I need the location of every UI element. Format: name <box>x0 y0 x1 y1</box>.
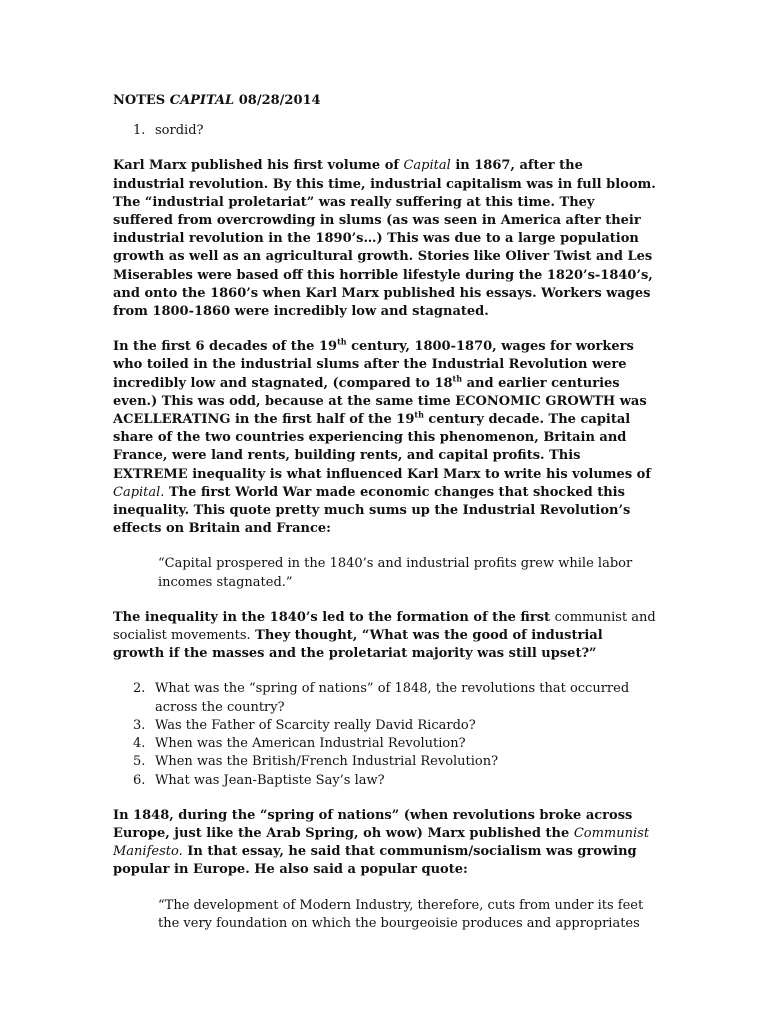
paragraph-text: In 1848, during the “spring of nations” (when revolutions broke across Europe, just like the Arab Spring, oh wow) Marx published the <box>113 807 633 841</box>
paragraph-text: century, 1800-1870, wages for workers who toiled in the industrial slums after the Industrial Revolution were incredibly low and stagnated, (compared to 18 <box>113 339 634 391</box>
paragraph-text: The first World War made economic changes that shocked this inequality. This quote pretty much sums up the Industrial Revolution’s effects on Britain and France: <box>113 484 631 537</box>
list-item-number: 6. <box>133 772 146 788</box>
list-item-text: Was the Father of Scarcity really David Ricardo? <box>155 717 476 733</box>
list-item <box>113 735 658 753</box>
italic-term: Capital <box>403 158 451 174</box>
title-italic: CAPITAL <box>169 93 235 108</box>
paragraph-text: century decade. The capital share of the two countries experiencing this phenomenon, Britain and France, were land rents, building rents, and capital profits. This EXTREME inequality is what influenced Karl Marx to write his volumes of <box>113 412 651 482</box>
paragraph-text: Karl Marx published his first volume of <box>113 158 404 174</box>
paragraph-text: The inequality in the 1840’s led to the formation of the first <box>113 609 555 625</box>
paragraph-text: In that essay, he said that communism/socialism was growing popular in Europe. He also said a popular quote: <box>113 844 637 878</box>
list-item <box>113 717 658 735</box>
question-list-2 <box>113 680 658 789</box>
superscript: th <box>452 373 463 384</box>
list-item-text: What was the “spring of nations” of 1848, the revolutions that occurred across the country? <box>155 681 630 715</box>
title-date: 08/28/2014 <box>234 93 321 108</box>
paragraph-text: in 1867, after the industrial revolution. By this time, industrial capitalism was in full bloom. The “industrial proletariat” was really suffering at this time. They suffered from overcrowding in slums (as was seen in America after their industrial revolution in the 1890’s…) This was due to a large population growth as well as an agricultural growth. Stories like Oliver Twist and Les Miserables were based off this horrible lifestyle during the 1820’s-1840’s, and onto the 1860’s when Karl Marx published his essays. Workers wages from 1800-1860 were incredibly low and stagnated. <box>113 158 656 320</box>
list-item-text: What was Jean-Baptiste Say’s law? <box>155 772 385 788</box>
block-quote-1: “Capital prospered in the 1840’s and industrial profits grew while labor incomes stagnated.” <box>158 556 633 590</box>
list-item <box>113 122 658 140</box>
list-item-number: 2. <box>133 681 146 697</box>
list-item-text: When was the American Industrial Revolution? <box>155 736 466 752</box>
superscript: th <box>337 336 347 347</box>
paragraph-3 <box>113 609 658 664</box>
paragraph-text: and earlier centuries even.) This was odd, because at the same time ECONOMIC GROWTH was ACELLERATING in the first half of the 19 <box>113 375 647 428</box>
list-item-number: 5. <box>133 754 146 770</box>
page-title <box>113 92 658 110</box>
list-item-text: sordid? <box>155 123 204 139</box>
question-list-1 <box>113 122 658 140</box>
list-item-number: 1. <box>133 123 146 139</box>
italic-term: Communist Manifesto. <box>113 825 650 860</box>
normal-text: communist and socialist movements. <box>113 609 656 644</box>
list-item-number: 4. <box>133 736 146 752</box>
block-quote-2: “The development of Modern Industry, therefore, cuts from under its feet the very foundation on which the bourgeoisie produces and appropriates <box>158 897 644 931</box>
paragraph-text: In the first 6 decades of the 19 <box>113 339 338 355</box>
paragraph-1 <box>113 157 658 321</box>
paragraph-2 <box>113 338 658 538</box>
list-item-number: 3. <box>133 717 146 733</box>
list-item <box>113 753 658 771</box>
list-item <box>113 680 658 716</box>
paragraph-4 <box>113 807 658 880</box>
italic-term: Capital. <box>113 484 165 500</box>
title-prefix: NOTES <box>113 93 170 108</box>
list-item-text: When was the British/French Industrial Revolution? <box>155 754 499 770</box>
paragraph-text: They thought, “What was the good of industrial growth if the masses and the proletariat majority was still upset?” <box>113 628 603 662</box>
document-body <box>113 92 658 950</box>
list-item <box>113 772 658 790</box>
superscript: th <box>414 409 424 420</box>
